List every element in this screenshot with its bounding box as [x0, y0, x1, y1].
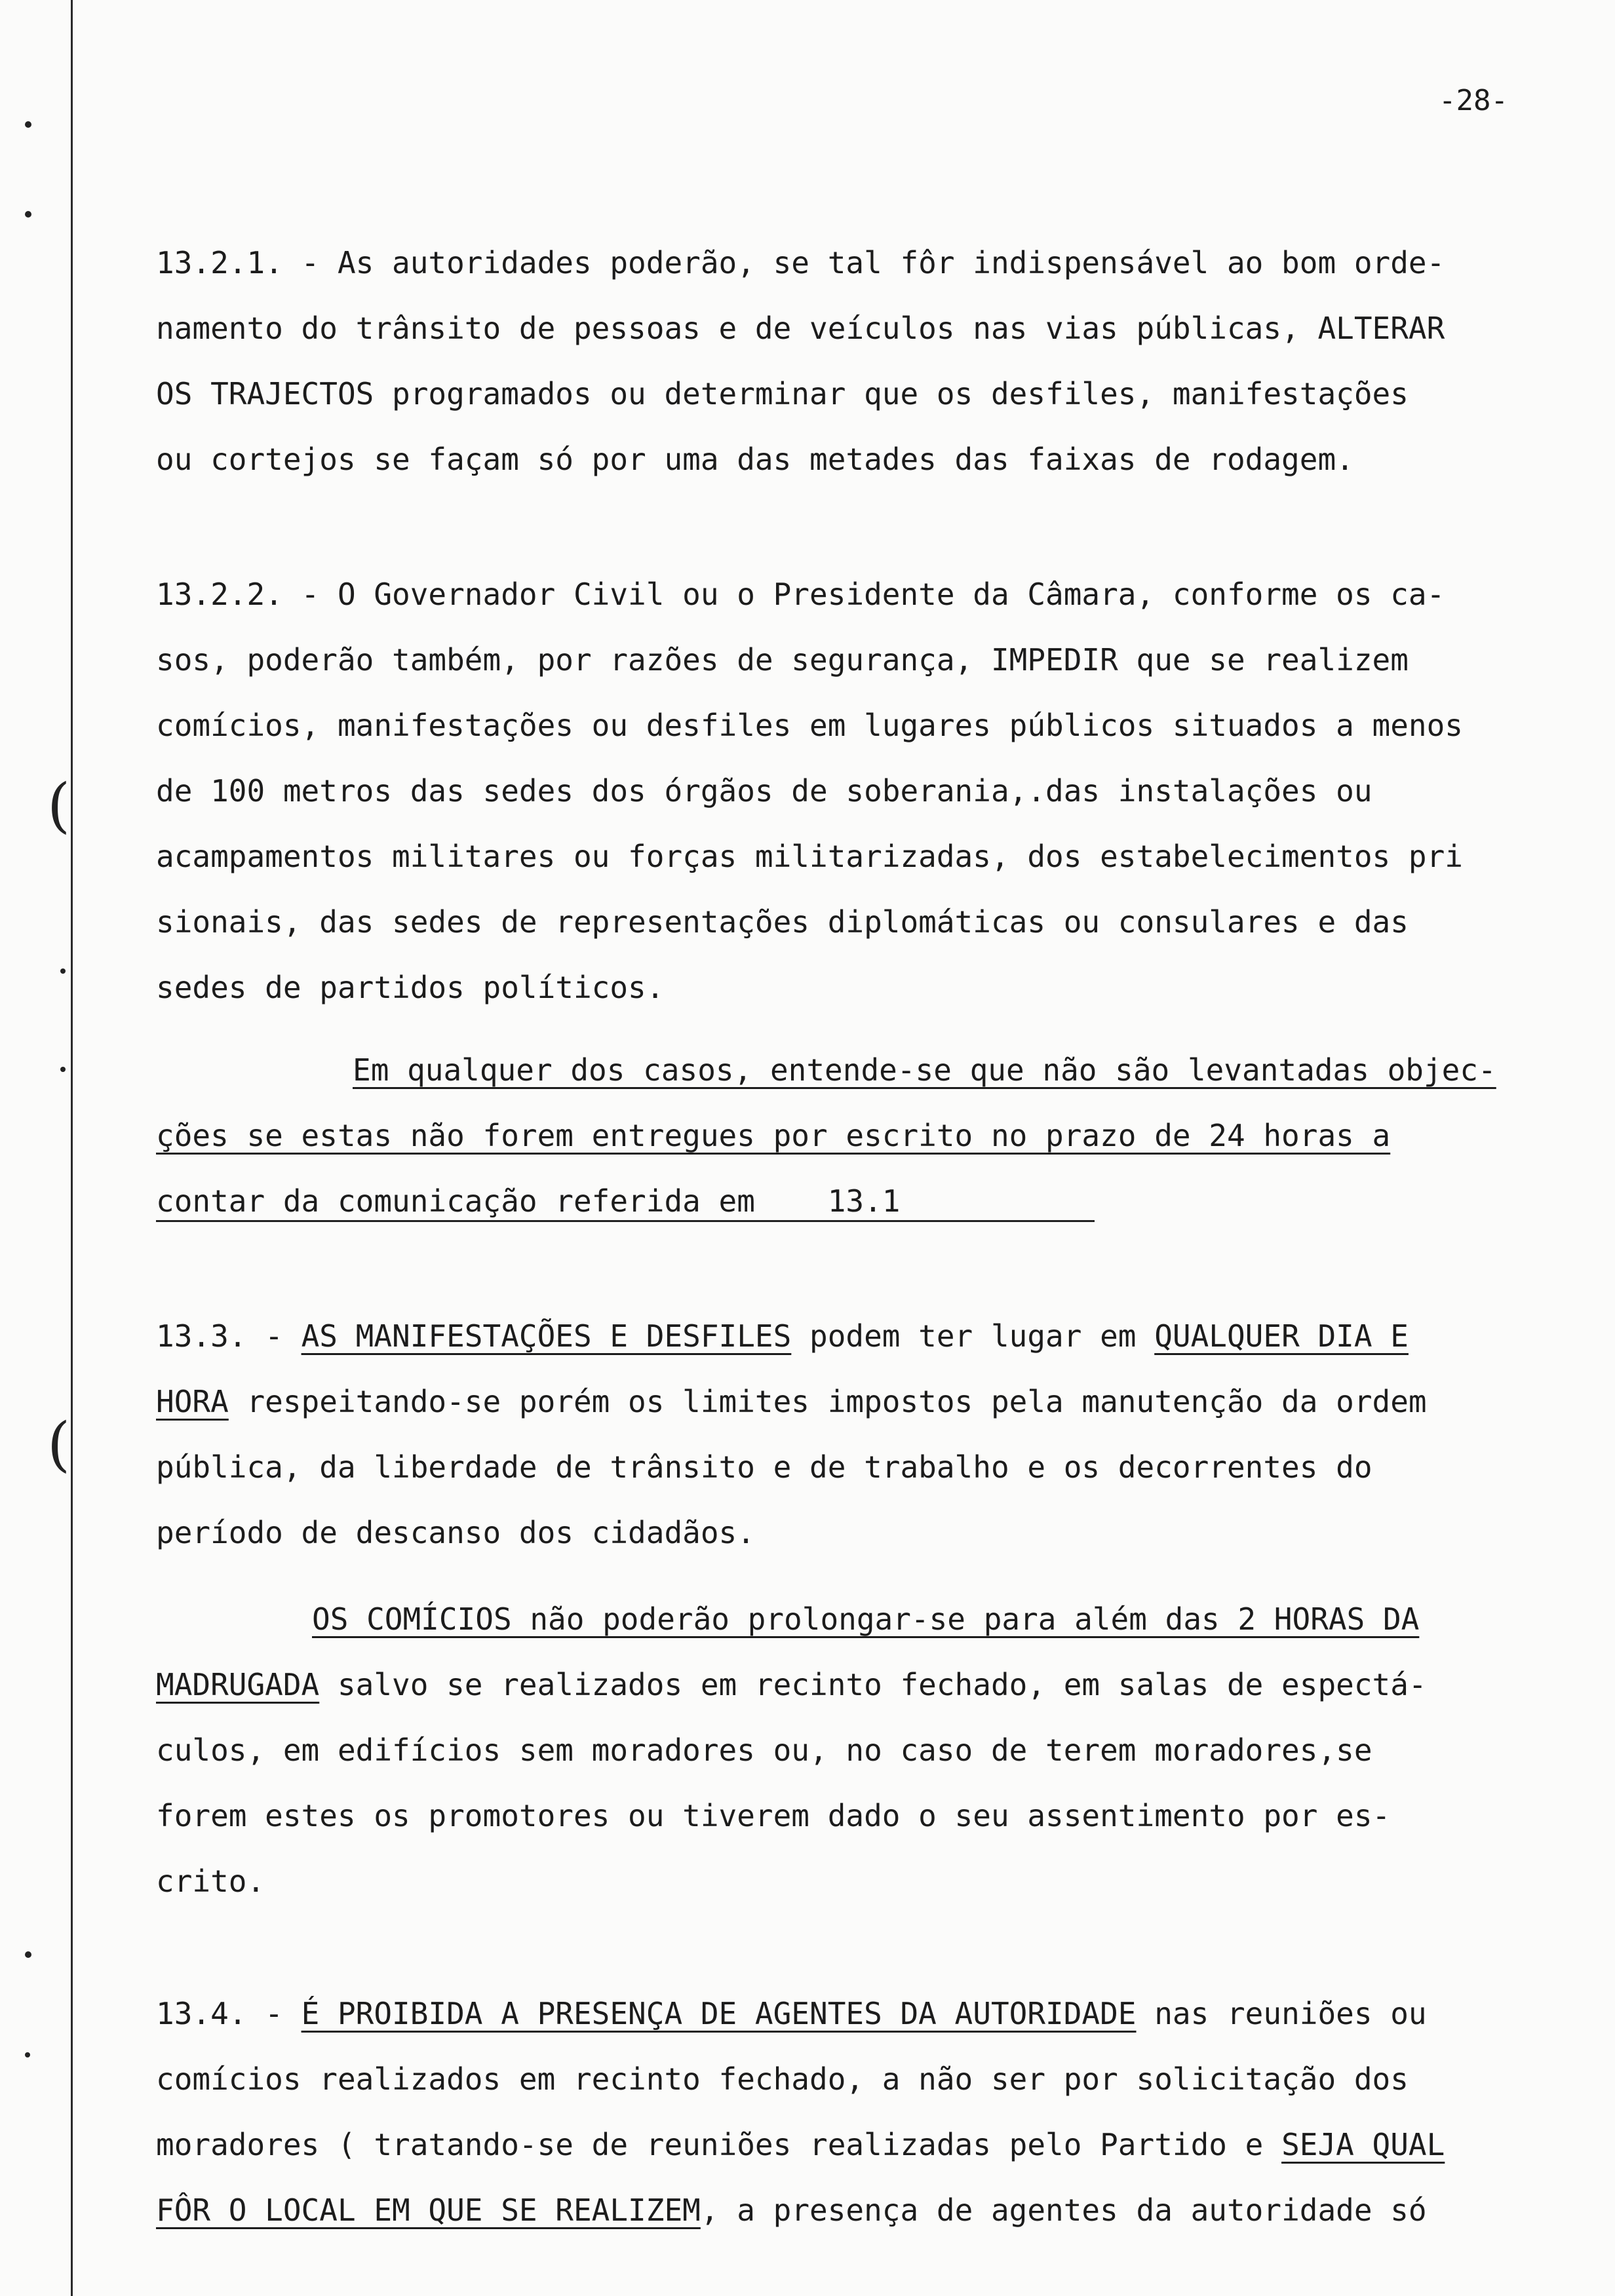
margin-bracket-mark: ( [47, 771, 71, 840]
underlined-text-line: ções se estas não forem entregues por escrito no prazo de 24 horas a [156, 1118, 1391, 1153]
underlined-segment: É PROIBIDA A PRESENÇA DE AGENTES DA AUTORIDADE [301, 1996, 1137, 2031]
underline-rule [156, 1220, 1095, 1222]
text-line: culos, em edifícios sem moradores ou, no caso de terem moradores,se [156, 1732, 1372, 1768]
underlined-segment: SEJA QUAL [1281, 2127, 1445, 2162]
text-segment: 13.4. - [156, 1996, 302, 2031]
underlined-segment: QUALQUER DIA E [1154, 1318, 1409, 1354]
underlined-segment: AS MANIFESTAÇÕES E DESFILES [301, 1318, 792, 1354]
text-line: período de descanso dos cidadãos. [156, 1515, 755, 1550]
text-line: de 100 metros das sedes dos órgãos de soberania,.das instalações ou [156, 773, 1372, 809]
underlined-segment: MADRUGADA [156, 1667, 320, 1702]
text-line [156, 1318, 1409, 1354]
binding-margin-line [71, 0, 73, 2296]
text-line: crito. [156, 1864, 265, 1899]
text-line [156, 1667, 1427, 1702]
text-segment: podem ter lugar em [791, 1318, 1155, 1354]
text-segment: salvo se realizados em recinto fechado, em salas de espectá- [319, 1667, 1427, 1702]
text-line: 13.2.1. - As autoridades poderão, se tal fôr indispensável ao bom orde- [156, 245, 1445, 280]
page-number: -28- [1439, 84, 1508, 117]
underlined-text-line: contar da comunicação referida em 13.1 [156, 1183, 901, 1219]
text-line: OS TRAJECTOS programados ou determinar que os desfiles, manifestações [156, 376, 1409, 411]
underlined-segment: FÔR O LOCAL EM QUE SE REALIZEM [156, 2192, 701, 2228]
text-line: acampamentos militares ou forças militarizadas, dos estabelecimentos pri [156, 839, 1463, 874]
punch-hole-mark [25, 121, 31, 128]
text-line [312, 1601, 1420, 1637]
punch-hole-mark [25, 211, 31, 218]
text-line: comícios, manifestações ou desfiles em lugares públicos situados a menos [156, 708, 1463, 743]
margin-mark [60, 968, 66, 974]
text-line [156, 1384, 1427, 1419]
underlined-text-line: Em qualquer dos casos, entende-se que não são levantadas objec- [353, 1052, 1496, 1088]
margin-bracket-mark: ( [47, 1410, 71, 1479]
punch-hole-mark [25, 1951, 31, 1958]
margin-mark [60, 1067, 66, 1072]
text-line: 13.2.2. - O Governador Civil ou o Presidente da Câmara, conforme os ca- [156, 577, 1445, 612]
text-segment: nas reuniões ou [1136, 1996, 1427, 2031]
text-segment: moradores ( tratando-se de reuniões realizadas pelo Partido e [156, 2127, 1282, 2162]
text-segment: respeitando-se porém os limites impostos pela manutenção da ordem [228, 1384, 1427, 1419]
underlined-segment: HORA [156, 1384, 229, 1419]
text-segment: , a presença de agentes da autoridade só [700, 2192, 1427, 2228]
text-line: forem estes os promotores ou tiverem dado o seu assentimento por es- [156, 1798, 1391, 1833]
text-line [156, 1996, 1427, 2031]
text-line [156, 2127, 1445, 2162]
text-line: sionais, das sedes de representações diplomáticas ou consulares e das [156, 904, 1409, 940]
text-line: comícios realizados em recinto fechado, a não ser por solicitação dos [156, 2061, 1409, 2097]
underlined-segment: OS COMÍCIOS não poderão prolongar-se para além das 2 HORAS DA [312, 1601, 1420, 1637]
text-line: sos, poderão também, por razões de segurança, IMPEDIR que se realizem [156, 642, 1409, 678]
text-segment: 13.3. - [156, 1318, 302, 1354]
text-line: sedes de partidos políticos. [156, 970, 665, 1005]
text-line: pública, da liberdade de trânsito e de trabalho e os decorrentes do [156, 1449, 1372, 1485]
margin-mark [25, 2052, 30, 2057]
text-line: namento do trânsito de pessoas e de veículos nas vias públicas, ALTERAR [156, 311, 1445, 346]
text-line: ou cortejos se façam só por uma das metades das faixas de rodagem. [156, 442, 1354, 477]
text-line [156, 2192, 1427, 2228]
